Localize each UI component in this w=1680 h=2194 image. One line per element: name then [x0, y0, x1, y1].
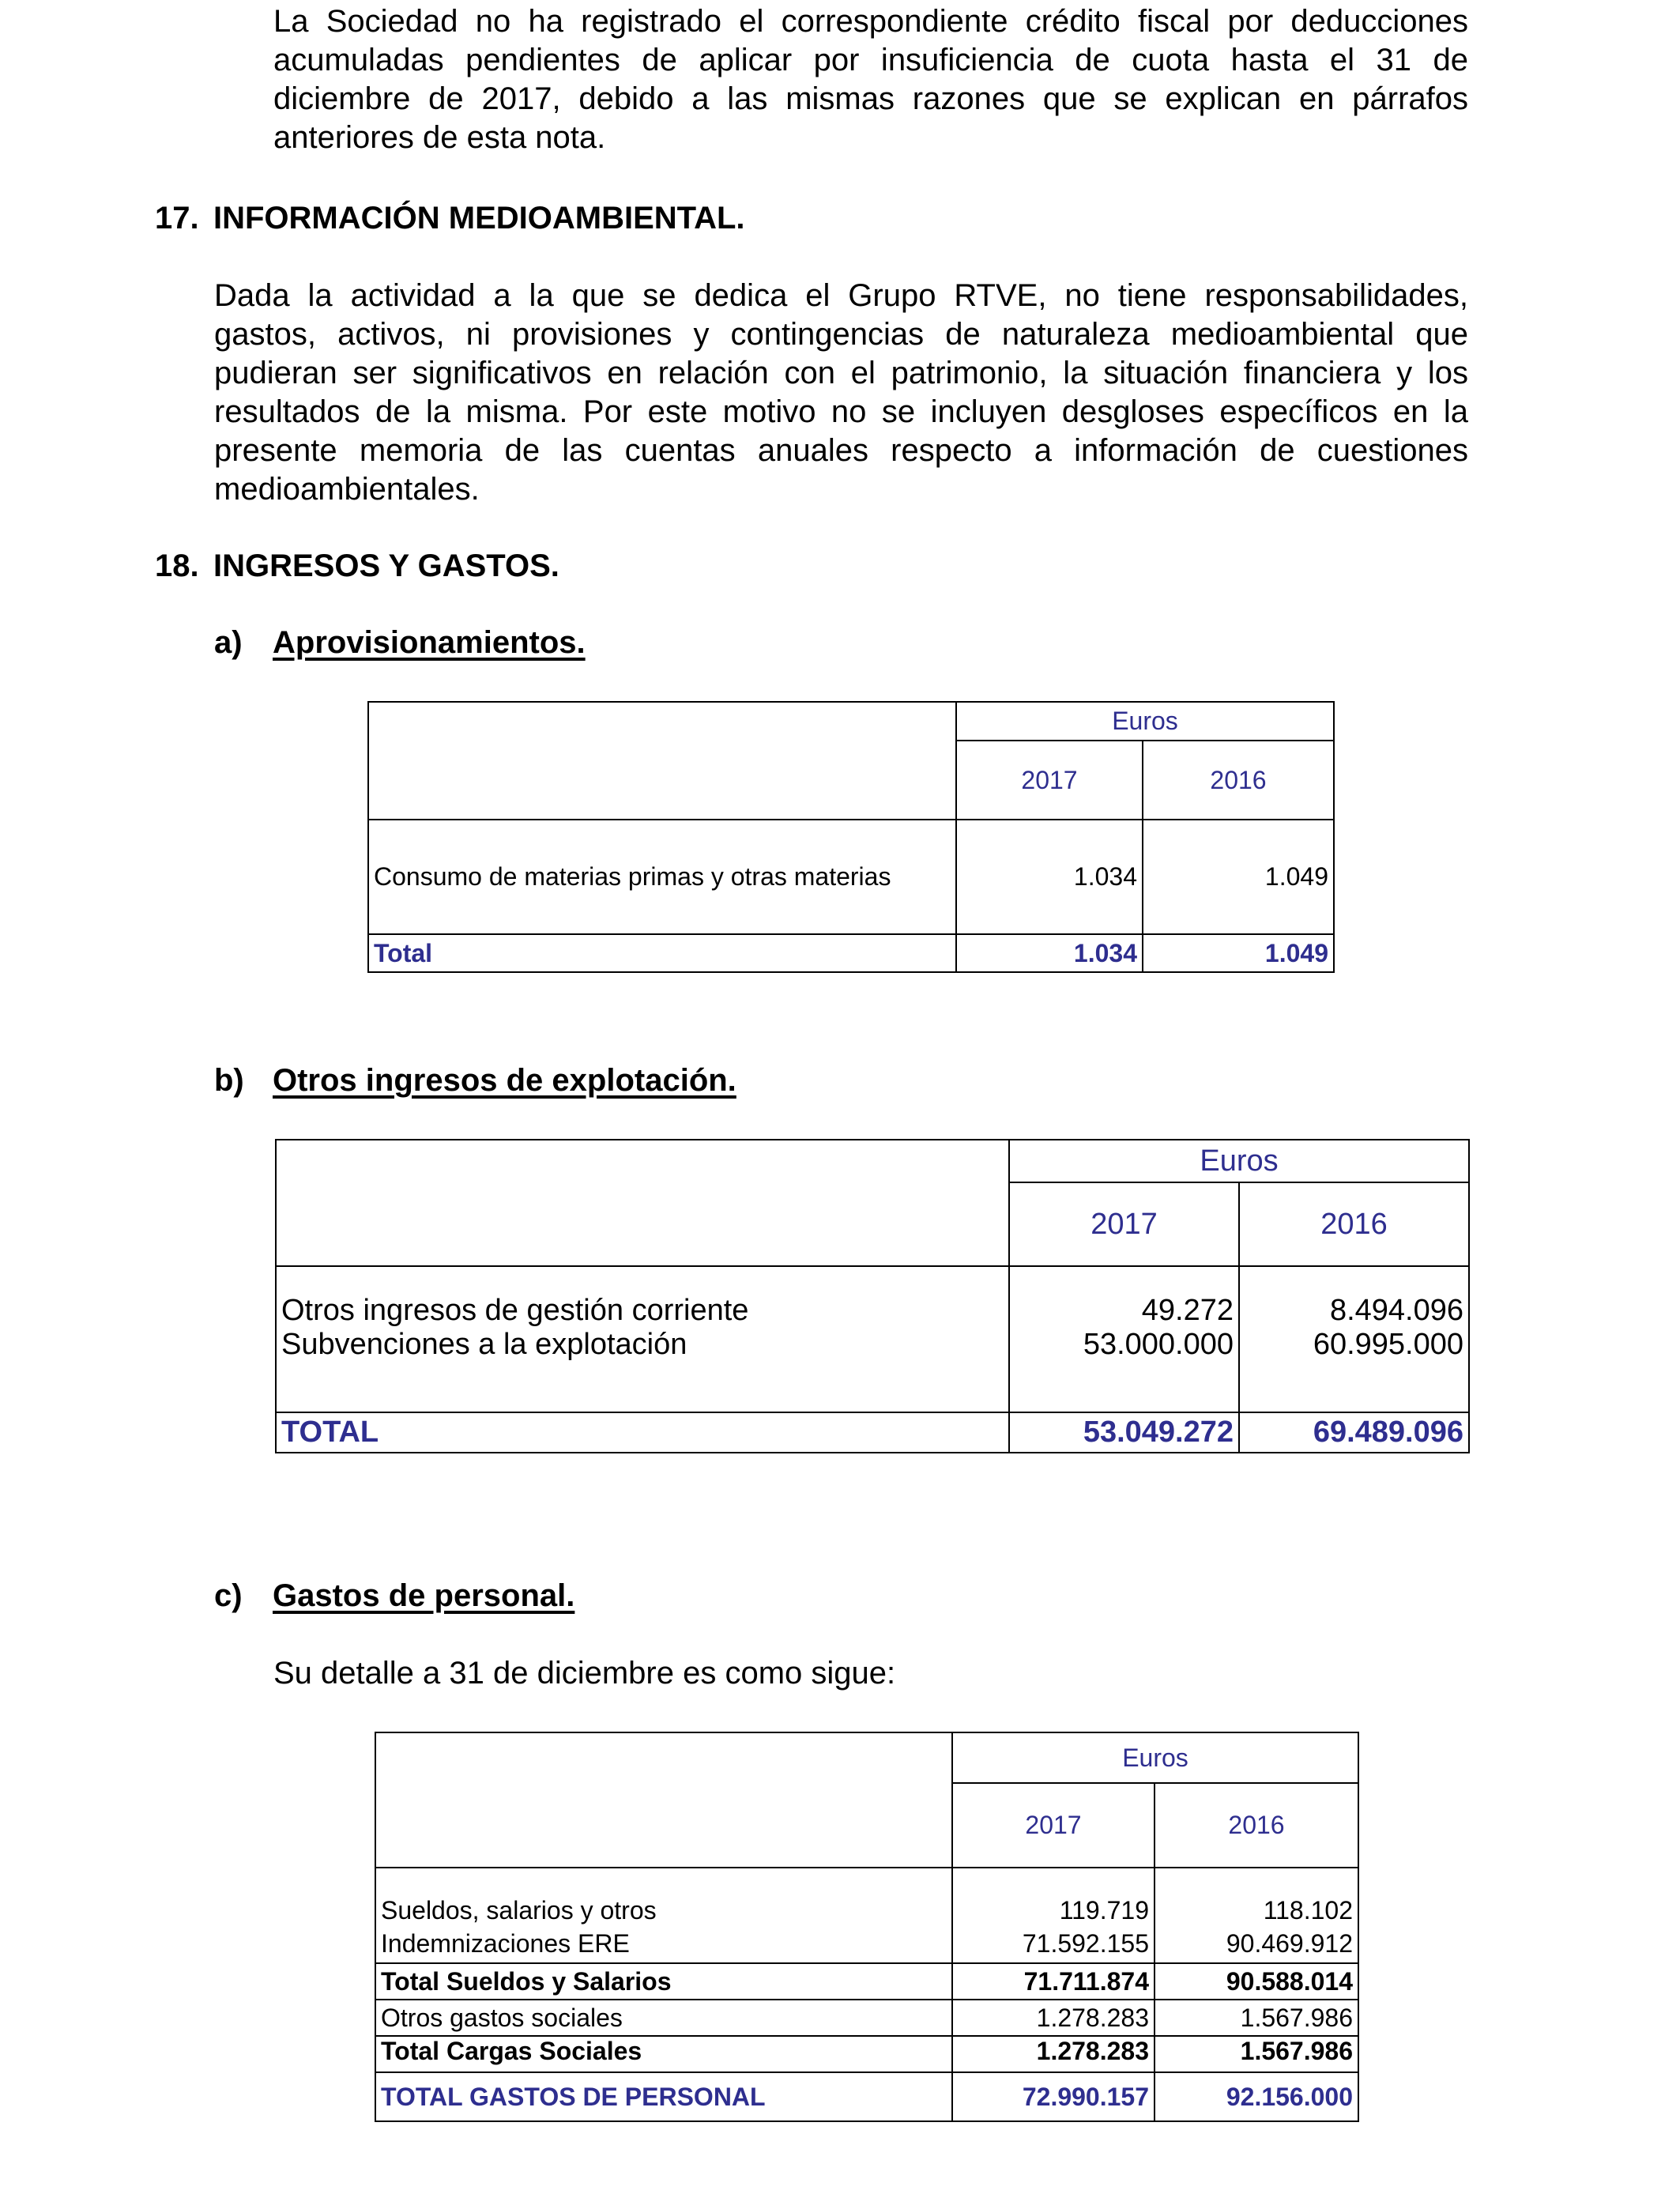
- total-value-2017: 53.049.272: [1083, 1416, 1234, 1449]
- header-2016-cell: 2016: [1239, 1182, 1469, 1266]
- row-value-2017: 71.711.874: [1023, 1966, 1149, 1996]
- total-value-2016: 1.049: [1264, 938, 1328, 967]
- text-line: presente memoria de las cuentas anuales respecto a información de cuestiones: [214, 433, 1468, 468]
- row-value-2017: 49.272: [1141, 1294, 1234, 1327]
- row-value-2017: 71.592.155: [1022, 1929, 1149, 1958]
- total-value-2016: 69.489.096: [1313, 1416, 1463, 1449]
- table-row: [368, 820, 1334, 934]
- subsection-letter: c): [214, 1578, 243, 1613]
- total-label: TOTAL GASTOS DE PERSONAL: [381, 2082, 766, 2111]
- total-value-2016: 92.156.000: [1226, 2082, 1353, 2111]
- row-value-2016: 8.494.096: [1329, 1294, 1463, 1327]
- row-value-2016: 1.567.986: [1240, 2037, 1353, 2065]
- text-line: diciembre de 2017, debido a las mismas razones que se explican en párrafos: [273, 81, 1468, 116]
- subsection-letter: b): [214, 1063, 244, 1098]
- row-value-2016: 90.588.014: [1226, 1966, 1353, 1996]
- row-value-2017: 53.000.000: [1083, 1328, 1234, 1361]
- text-line: gastos, activos, ni provisiones y contingencias de naturaleza medioambiental que: [214, 317, 1468, 352]
- header-2017-cell: 2017: [952, 1783, 1155, 1868]
- section-17-paragraph: [214, 277, 1468, 509]
- row-value-2017: 1.034: [1073, 862, 1137, 891]
- table-row: [276, 1266, 1469, 1328]
- aprovisionamientos-table: [367, 701, 1335, 973]
- text-line: La Sociedad no ha registrado el correspondiente crédito fiscal por deducciones: [273, 4, 1468, 39]
- row-label: Otros gastos sociales: [381, 2003, 623, 2032]
- total-row: [375, 2072, 1358, 2121]
- section-title: INFORMACIÓN MEDIOAMBIENTAL.: [213, 201, 745, 236]
- header-empty-cell: [375, 1732, 952, 1868]
- header-2016-cell: 2016: [1155, 1783, 1358, 1868]
- text-line: acumuladas pendientes de aplicar por insuficiencia de cuota hasta el 31 de: [273, 43, 1468, 77]
- row-label: Subvenciones a la explotación: [281, 1328, 687, 1361]
- row-value-2016: 60.995.000: [1313, 1328, 1463, 1361]
- row-value-2017: 1.278.283: [1036, 2037, 1149, 2065]
- total-row: [276, 1412, 1469, 1453]
- row-label: Otros ingresos de gestión corriente: [281, 1294, 749, 1327]
- subsection-title: Gastos de personal.: [273, 1578, 575, 1613]
- row-value-2017: 1.278.283: [1036, 2003, 1149, 2032]
- table-row: [375, 1925, 1358, 1963]
- section-18-heading: [155, 547, 559, 586]
- section-number: 17.: [155, 201, 199, 236]
- row-label: Consumo de materias primas y otras materias: [374, 862, 891, 891]
- table-row: [375, 2000, 1358, 2036]
- subsection-a-heading: [214, 624, 586, 662]
- subtotal-row: [375, 1963, 1358, 2000]
- total-value-2017: 1.034: [1073, 938, 1137, 967]
- row-value-2016: 1.567.986: [1240, 2003, 1353, 2032]
- section-title: INGRESOS Y GASTOS.: [213, 548, 559, 583]
- subsection-title: Aprovisionamientos.: [273, 625, 586, 660]
- intro-paragraph: [273, 2, 1468, 157]
- subsection-c-intro: Su detalle a 31 de diciembre es como sigue:: [273, 1656, 896, 1691]
- text-line: anteriores de esta nota.: [273, 120, 606, 155]
- row-value-2016: 1.049: [1264, 862, 1328, 891]
- subsection-c-heading: [214, 1577, 574, 1615]
- header-group-cell: Euros: [952, 1732, 1358, 1783]
- header-group-cell: Euros: [956, 702, 1334, 741]
- section-number: 18.: [155, 548, 199, 583]
- total-value-2017: 72.990.157: [1022, 2082, 1149, 2111]
- table-row: [276, 1328, 1469, 1412]
- section-17-heading: [155, 199, 745, 238]
- header-2017-cell: 2017: [1009, 1182, 1239, 1266]
- row-value-2016: 90.469.912: [1226, 1929, 1353, 1958]
- total-label: Total: [374, 938, 433, 967]
- text-line: medioambientales.: [214, 472, 480, 507]
- row-value-2017: 119.719: [1059, 1896, 1149, 1924]
- subtotal-row: [375, 2036, 1358, 2072]
- row-value-2016: 118.102: [1263, 1896, 1353, 1924]
- text-line: Dada la actividad a la que se dedica el Grupo RTVE, no tiene responsabilidades,: [214, 278, 1468, 313]
- header-group-cell: Euros: [1009, 1140, 1469, 1182]
- text-line: pudieran ser significativos en relación con el patrimonio, la situación financiera y los: [214, 356, 1468, 390]
- header-2017-cell: 2017: [956, 741, 1143, 820]
- row-label: Indemnizaciones ERE: [381, 1929, 630, 1958]
- otros-ingresos-table: [275, 1139, 1470, 1453]
- header-empty-cell: [368, 702, 956, 820]
- subsection-letter: a): [214, 625, 243, 660]
- header-2016-cell: 2016: [1143, 741, 1334, 820]
- total-row: [368, 934, 1334, 972]
- subsection-b-heading: [214, 1061, 736, 1100]
- row-label: Total Sueldos y Salarios: [381, 1966, 672, 1996]
- row-label: Total Cargas Sociales: [381, 2037, 642, 2065]
- total-label: TOTAL: [281, 1416, 379, 1449]
- gastos-personal-table: [375, 1732, 1359, 2122]
- row-label: Sueldos, salarios y otros: [381, 1896, 657, 1924]
- subsection-title: Otros ingresos de explotación.: [273, 1063, 736, 1098]
- header-empty-cell: [276, 1140, 1009, 1266]
- text-line: resultados de la misma. Por este motivo no se incluyen desgloses específicos en la: [214, 394, 1468, 429]
- table-row: [375, 1868, 1358, 1925]
